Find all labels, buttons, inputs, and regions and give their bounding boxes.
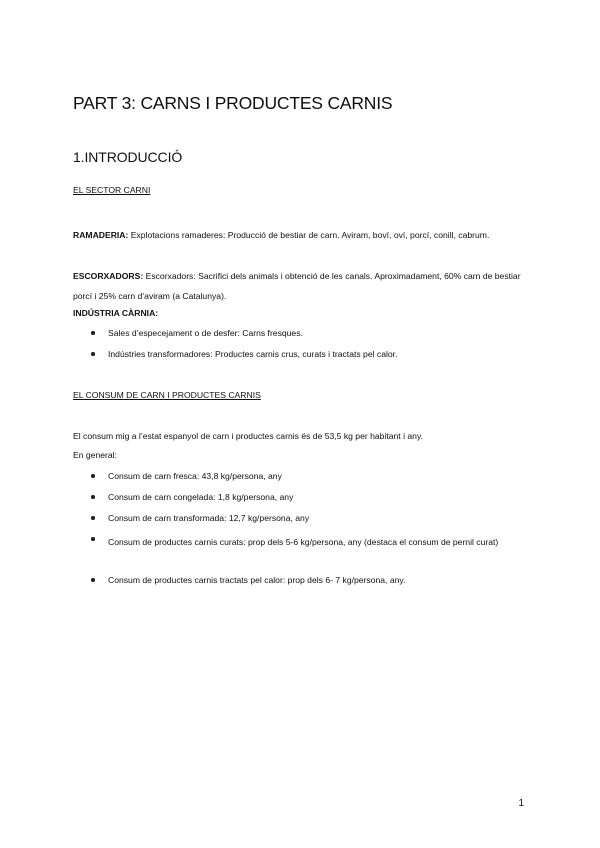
bullet-icon (91, 578, 95, 582)
industria-item: Indústries transformadores: Productes carnis crus, curats i tractats pel calor. (108, 349, 398, 359)
page-number: 1 (518, 798, 524, 809)
consum-item: Consum de productes carnis tractats pel calor: prop dels 6- 7 kg/persona, any. (108, 575, 406, 585)
page-title: PART 3: CARNS I PRODUCTES CARNIS (73, 93, 393, 113)
consum-item: Consum de carn congelada: 1,8 kg/persona, any (108, 492, 294, 502)
bullet-icon (91, 537, 95, 541)
consum-item: Consum de productes carnis curats: prop dels 5-6 kg/persona, any (destaca el consum de pernil curat) (108, 537, 499, 547)
sector-heading: EL SECTOR CARNI (73, 185, 151, 195)
ramaderia-paragraph (73, 225, 528, 246)
consum-intro: El consum mig a l’estat espanyol de carn i productes carnis és de 53,5 kg per habitant i any. (73, 431, 423, 441)
escorxadors-paragraph (73, 266, 528, 306)
industria-item: Sales d’especejament o de desfer: Carns fresques. (108, 328, 303, 338)
ramaderia-label: RAMADERIA: (73, 230, 129, 240)
bullet-icon (91, 331, 95, 335)
bullet-icon (91, 495, 95, 499)
consum-item: Consum de carn transformada: 12,7 kg/persona, any (108, 513, 310, 523)
bullet-icon (91, 474, 95, 478)
section-heading: 1.INTRODUCCIÓ (73, 149, 183, 165)
bullet-icon (91, 516, 95, 520)
ramaderia-text: Explotacions ramaderes: Producció de bestiar de carn. Aviram, boví, oví, porcí, conill, cabrum. (128, 230, 490, 240)
industria-label: INDÚSTRIA CÀRNIA: (73, 308, 159, 318)
consum-general: En general: (73, 450, 117, 460)
escorxadors-label: ESCORXADORS: (73, 271, 144, 281)
bullet-icon (91, 352, 95, 356)
consum-heading: EL CONSUM DE CARN I PRODUCTES CARNIS (73, 390, 261, 400)
escorxadors-text: Escorxadors: Sacrifici dels animals i obtenció de les canals. Aproximadament, 60% carn de bestiar porcí i 25% carn d’aviram (a Catalunya). (73, 271, 521, 301)
consum-item: Consum de carn fresca: 43,8 kg/persona, any (108, 471, 282, 481)
